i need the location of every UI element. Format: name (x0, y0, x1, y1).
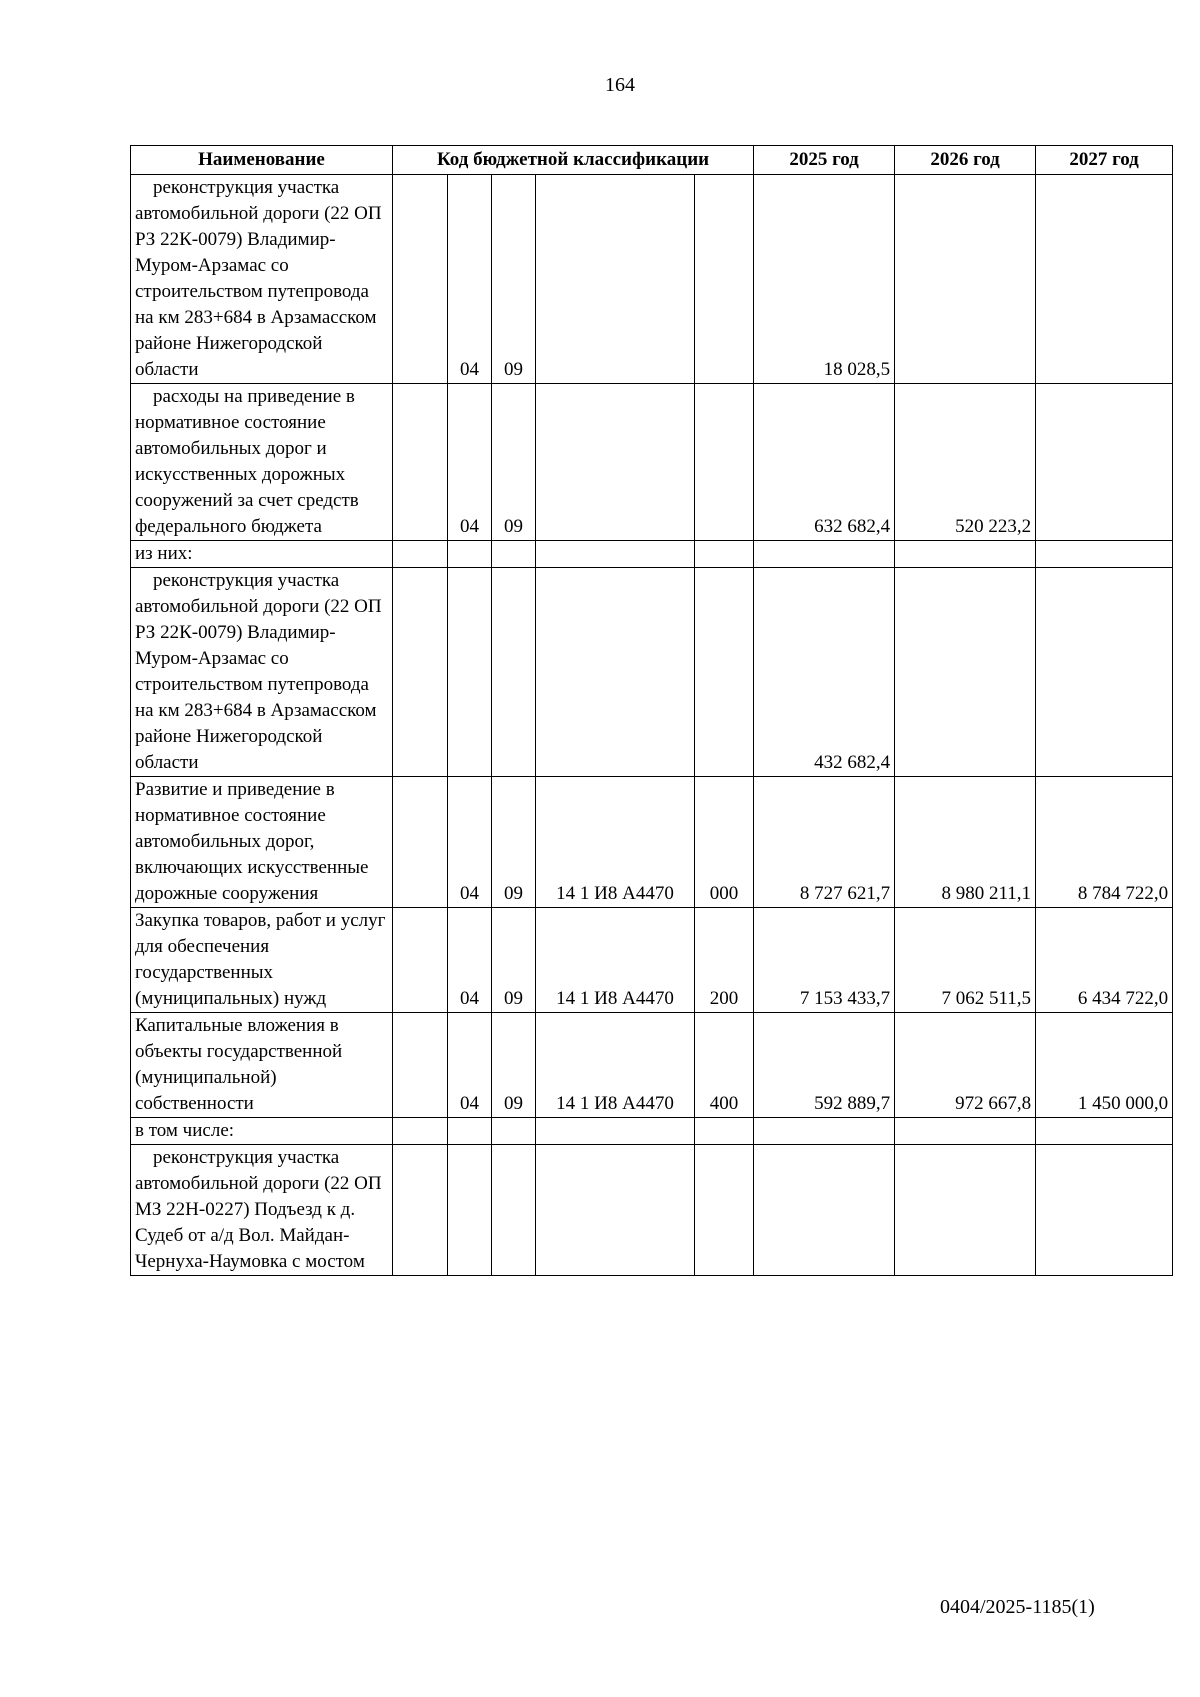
row-2026-cell: 7 062 511,5 (895, 908, 1036, 1013)
row-subsection-cell: 09 (492, 1013, 536, 1118)
row-subsection-cell: 09 (492, 908, 536, 1013)
row-2027-cell: 8 784 722,0 (1036, 777, 1173, 908)
row-target-article-cell (536, 1145, 695, 1276)
row-empty-cell (393, 777, 448, 908)
row-expense-type-cell (695, 1118, 754, 1145)
header-name: Наименование (131, 146, 393, 175)
table-row (131, 568, 1173, 777)
row-empty-cell (393, 384, 448, 541)
row-section-cell: 04 (448, 175, 492, 384)
row-2026-cell (895, 568, 1036, 777)
row-target-article-cell (536, 568, 695, 777)
row-2027-cell (1036, 568, 1173, 777)
row-2027-cell (1036, 175, 1173, 384)
row-empty-cell (393, 1145, 448, 1276)
table-row (131, 908, 1173, 1013)
row-2025-cell (754, 541, 895, 568)
row-2026-cell (895, 1118, 1036, 1145)
row-name-cell: реконструкция участка автомобильной дороги (22 ОП РЗ 22К-0079) Владимир-Муром-Арзамас со строительством путепровода на км 283+684 в Арзамасском районе Нижегородской области (131, 175, 393, 384)
row-2025-cell: 7 153 433,7 (754, 908, 895, 1013)
table-row (131, 1118, 1173, 1145)
row-name-cell: Капитальные вложения в объекты государственной (муниципальной) собственности (131, 1013, 393, 1118)
row-section-cell (448, 568, 492, 777)
row-2026-cell: 520 223,2 (895, 384, 1036, 541)
row-2025-cell: 18 028,5 (754, 175, 895, 384)
table-row (131, 777, 1173, 908)
table-row (131, 384, 1173, 541)
row-2027-cell (1036, 1118, 1173, 1145)
row-target-article-cell (536, 384, 695, 541)
row-section-cell (448, 1145, 492, 1276)
row-expense-type-cell (695, 568, 754, 777)
budget-table (130, 145, 1173, 1276)
row-subsection-cell: 09 (492, 777, 536, 908)
header-2026: 2026 год (895, 146, 1036, 175)
row-section-cell: 04 (448, 384, 492, 541)
row-2027-cell (1036, 541, 1173, 568)
row-subsection-cell (492, 568, 536, 777)
document-code: 0404/2025-1185(1) (940, 1596, 1095, 1618)
row-2026-cell (895, 1145, 1036, 1276)
row-2026-cell (895, 175, 1036, 384)
row-name-cell: из них: (131, 541, 393, 568)
table-row (131, 541, 1173, 568)
row-expense-type-cell: 200 (695, 908, 754, 1013)
row-subsection-cell (492, 1118, 536, 1145)
header-2025: 2025 год (754, 146, 895, 175)
row-target-article-cell: 14 1 И8 А4470 (536, 777, 695, 908)
header-2027: 2027 год (1036, 146, 1173, 175)
row-expense-type-cell (695, 1145, 754, 1276)
row-2025-cell: 632 682,4 (754, 384, 895, 541)
row-2025-cell (754, 1145, 895, 1276)
row-expense-type-cell (695, 175, 754, 384)
row-section-cell: 04 (448, 1013, 492, 1118)
row-expense-type-cell (695, 384, 754, 541)
table-row (131, 1013, 1173, 1118)
row-2026-cell (895, 541, 1036, 568)
row-empty-cell (393, 568, 448, 777)
page-number: 164 (605, 74, 635, 96)
row-name-cell: Закупка товаров, работ и услуг для обеспечения государственных (муниципальных) нужд (131, 908, 393, 1013)
row-2026-cell: 972 667,8 (895, 1013, 1036, 1118)
row-target-article-cell (536, 175, 695, 384)
row-2027-cell (1036, 384, 1173, 541)
row-name-cell: реконструкция участка автомобильной дороги (22 ОП МЗ 22Н-0227) Подъезд к д. Судеб от а/д Вол. Майдан-Чернуха-Наумовка с мостом (131, 1145, 393, 1276)
row-subsection-cell: 09 (492, 384, 536, 541)
header-code: Код бюджетной классификации (393, 146, 754, 175)
row-subsection-cell (492, 1145, 536, 1276)
table-row (131, 1145, 1173, 1276)
row-2025-cell: 432 682,4 (754, 568, 895, 777)
row-2027-cell: 6 434 722,0 (1036, 908, 1173, 1013)
row-empty-cell (393, 908, 448, 1013)
row-target-article-cell: 14 1 И8 А4470 (536, 1013, 695, 1118)
row-empty-cell (393, 175, 448, 384)
row-target-article-cell (536, 541, 695, 568)
row-name-cell: Развитие и приведение в нормативное состояние автомобильных дорог, включающих искусственные дорожные сооружения (131, 777, 393, 908)
row-empty-cell (393, 1118, 448, 1145)
row-2027-cell (1036, 1145, 1173, 1276)
table-row (131, 175, 1173, 384)
table-header-row (131, 146, 1173, 175)
row-target-article-cell (536, 1118, 695, 1145)
row-expense-type-cell: 400 (695, 1013, 754, 1118)
row-2025-cell: 592 889,7 (754, 1013, 895, 1118)
row-name-cell: расходы на приведение в нормативное состояние автомобильных дорог и искусственных дорожных сооружений за счет средств федерального бюджета (131, 384, 393, 541)
row-target-article-cell: 14 1 И8 А4470 (536, 908, 695, 1013)
row-2025-cell (754, 1118, 895, 1145)
row-expense-type-cell: 000 (695, 777, 754, 908)
row-empty-cell (393, 1013, 448, 1118)
row-2025-cell: 8 727 621,7 (754, 777, 895, 908)
row-name-cell: в том числе: (131, 1118, 393, 1145)
row-subsection-cell (492, 541, 536, 568)
row-section-cell: 04 (448, 777, 492, 908)
row-expense-type-cell (695, 541, 754, 568)
row-section-cell (448, 541, 492, 568)
row-section-cell (448, 1118, 492, 1145)
row-2027-cell: 1 450 000,0 (1036, 1013, 1173, 1118)
row-subsection-cell: 09 (492, 175, 536, 384)
row-name-cell: реконструкция участка автомобильной дороги (22 ОП РЗ 22К-0079) Владимир-Муром-Арзамас со строительством путепровода на км 283+684 в Арзамасском районе Нижегородской области (131, 568, 393, 777)
row-empty-cell (393, 541, 448, 568)
row-section-cell: 04 (448, 908, 492, 1013)
row-2026-cell: 8 980 211,1 (895, 777, 1036, 908)
table-body (131, 175, 1173, 1276)
